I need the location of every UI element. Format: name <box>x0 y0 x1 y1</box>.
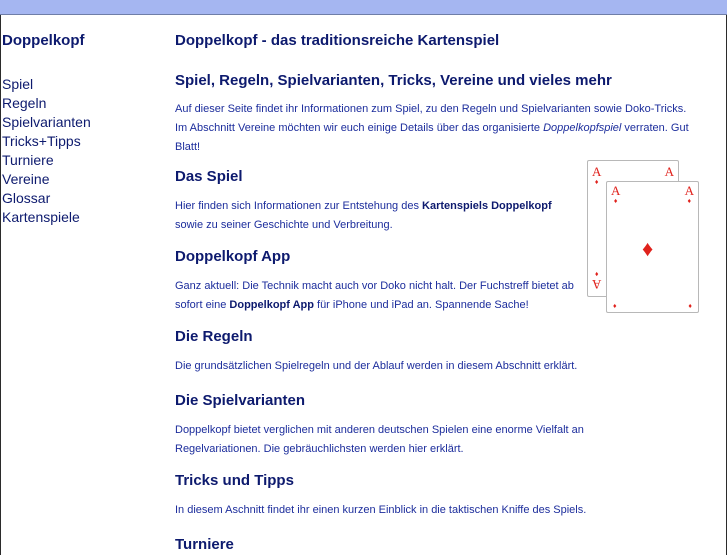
card-corner-top: A ♦ <box>592 164 602 186</box>
nav-item-spiel[interactable]: Spiel <box>2 76 34 92</box>
top-banner <box>0 0 727 15</box>
section-text-end: für iPhone und iPad an. Spannende Sache! <box>313 299 529 311</box>
section-heading-regeln: Die Regeln <box>175 328 253 345</box>
nav-item-spielvarianten[interactable]: Spielvarianten <box>2 114 91 130</box>
nav-item-tricks-tipps[interactable]: Tricks+Tipps <box>2 133 81 149</box>
section-text-end: sowie zu seiner Geschichte und Verbreitung. <box>175 219 393 231</box>
card-ace-of-diamonds <box>606 181 699 313</box>
section-heading-turniere: Turniere <box>175 536 234 553</box>
doppelkopf-app-link[interactable]: Doppelkopf App <box>229 299 314 311</box>
intro-text-end: verraten. Gut Blatt! <box>175 122 689 153</box>
main-content <box>175 32 695 553</box>
card-corner-top-right: A ♦ <box>684 183 694 205</box>
intro-text <box>175 100 690 157</box>
page-title: Doppelkopf - das traditionsreiche Kartenspiel <box>175 32 500 49</box>
page-subtitle: Spiel, Regeln, Spielvarianten, Tricks, Vereine und vieles mehr <box>175 72 612 89</box>
card-pip-bottom-left: ♦ <box>613 302 617 310</box>
section-text-part: Ganz aktuell: Die Technik macht auch vor Doko nicht halt. Der Fuchstreff bietet ab sofort eine <box>175 280 574 311</box>
intro-text-part: Auf dieser Seite findet ihr Informationen zum Spiel, zu den Regeln und Spielvarianten sowie Doko-Tricks. Im Abschnitt Vereine möchten wir euch einige Details über das organisierte <box>175 103 687 134</box>
section-text-part: Hier finden sich Informationen zur Entstehung des <box>175 200 423 212</box>
card-corner-top-left: A ♦ <box>611 183 621 205</box>
nav-item-vereine[interactable]: Vereine <box>2 171 50 187</box>
diamond-suit-icon: ♦ <box>642 236 654 261</box>
section-heading-doppelkopf-app: Doppelkopf App <box>175 248 291 265</box>
card-corner-bottom: A ♦ <box>592 270 602 292</box>
nav-item-turniere[interactable]: Turniere <box>2 152 54 168</box>
main-nav <box>2 75 162 227</box>
section-heading-tricks: Tricks und Tipps <box>175 472 294 489</box>
nav-item-regeln[interactable]: Regeln <box>2 95 47 111</box>
site-title[interactable]: Doppelkopf <box>2 32 85 49</box>
nav-item-glossar[interactable]: Glossar <box>2 190 51 206</box>
intro-emphasis: Doppelkopfspiel <box>543 122 622 134</box>
section-text-das-spiel <box>175 197 580 235</box>
section-text-tricks: In diesem Aschnitt findet ihr einen kurzen Einblick in die taktischen Kniffe des Spiels. <box>175 504 587 516</box>
section-text-spielvarianten: Doppelkopf bietet verglichen mit anderen deutschen Spielen eine enorme Vielfalt an Regelvariationen. Die gebräuchlichsten werden hier erklärt. <box>175 424 584 455</box>
sidebar <box>2 32 162 227</box>
kartenspiels-doppelkopf-link[interactable]: Kartenspiels Doppelkopf <box>422 200 552 212</box>
card-corner-top-right: A <box>664 164 674 179</box>
section-text-regeln: Die grundsätzlichen Spielregeln und der Ablauf werden in diesem Abschnitt erklärt. <box>175 360 578 372</box>
section-heading-das-spiel: Das Spiel <box>175 168 243 185</box>
playing-cards-image <box>587 160 700 312</box>
section-heading-spielvarianten: Die Spielvarianten <box>175 392 306 409</box>
card-pip-bottom-right: ♦ <box>688 302 692 310</box>
nav-item-kartenspiele[interactable]: Kartenspiele <box>2 209 80 225</box>
section-text-doppelkopf-app <box>175 277 583 315</box>
